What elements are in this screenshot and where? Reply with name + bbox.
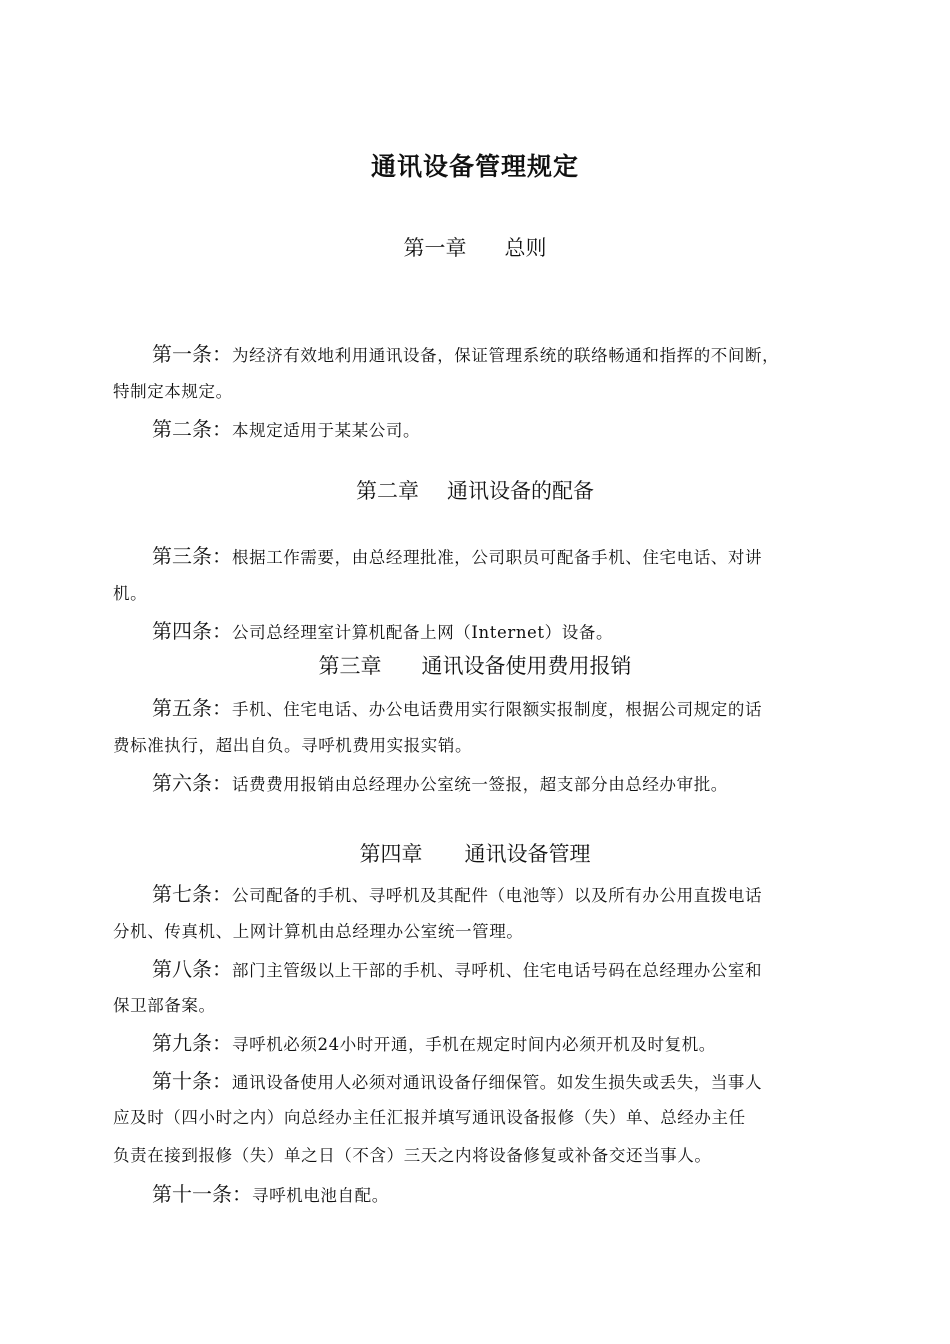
article-text: 公司配备的手机、寻呼机及其配件（电池等）以及所有办公用直拨电话: [232, 886, 763, 905]
chapter-number: 第二章: [356, 479, 419, 503]
article-text: 应及时（四小时之内）向总经办主任汇报并填写通讯设备报修（失）单、总经办主任: [113, 1108, 746, 1127]
chapter-name: 通讯设备使用费用报销: [421, 654, 632, 678]
article-text: 部门主管级以上干部的手机、寻呼机、住宅电话号码在总经理办公室和: [232, 961, 763, 980]
article-line: [152, 338, 779, 367]
article-label: 第十一条：: [152, 1182, 252, 1206]
article-line: [152, 878, 762, 907]
document-title: 通讯设备管理规定: [370, 152, 579, 181]
article-text: 机。: [113, 584, 148, 603]
article-label: 第三条：: [152, 544, 232, 568]
article-label: 第六条：: [152, 771, 232, 795]
article-line: [113, 378, 233, 402]
chapter-heading: [0, 232, 950, 262]
article-line: [152, 953, 762, 982]
article-line: [152, 692, 762, 721]
article-line: [113, 992, 216, 1016]
article-line: [152, 615, 613, 644]
article-text: 根据工作需要，由总经理批准，公司职员可配备手机、住宅电话、对讲: [232, 548, 763, 567]
article-text: 保卫部备案。: [113, 996, 216, 1015]
article-text: 费标准执行，超出自负。寻呼机费用实报实销。: [113, 736, 473, 755]
article-line: [113, 918, 523, 942]
article-text: 为经济有效地利用通讯设备，保证管理系统的联络畅通和指挥的不间断，: [232, 346, 780, 365]
article-label: 第一条：: [152, 342, 232, 366]
article-label: 第十条：: [152, 1069, 232, 1093]
article-line: [152, 1065, 762, 1094]
article-label: 第四条：: [152, 619, 232, 643]
chapter-number: 第一章: [403, 236, 467, 260]
article-text: 特制定本规定。: [113, 382, 233, 401]
article-text: 本规定适用于某某公司。: [232, 421, 421, 440]
article-label: 第八条：: [152, 957, 232, 981]
chapter-name: 总则: [504, 236, 547, 260]
chapter-heading: [0, 650, 950, 680]
article-text: 公司总经理室计算机配备上网（Internet）设备。: [232, 623, 614, 642]
article-text: 寻呼机电池自配。: [252, 1186, 389, 1205]
chapter-name: 通讯设备的配备: [447, 479, 594, 503]
article-text: 通讯设备使用人必须对通讯设备仔细保管。如发生损失或丢失，当事人: [232, 1073, 763, 1092]
article-text: 负责在接到报修（失）单之日（不含）三天之内将设备修复或补备交还当事人。: [113, 1146, 712, 1165]
article-line: [113, 580, 147, 604]
article-line: [152, 1027, 716, 1056]
article-line: [152, 1178, 389, 1207]
article-line: [152, 413, 420, 442]
article-text: 分机、传真机、上网计算机由总经理办公室统一管理。: [113, 922, 524, 941]
article-line: [113, 1104, 746, 1128]
article-text: 手机、住宅电话、办公电话费用实行限额实报制度，根据公司规定的话: [232, 700, 763, 719]
article-label: 第九条：: [152, 1031, 232, 1055]
chapter-number: 第三章: [318, 654, 382, 678]
article-line: [113, 1142, 712, 1166]
chapter-heading: [0, 838, 950, 868]
article-label: 第五条：: [152, 696, 232, 720]
article-line: [113, 732, 472, 756]
article-text: 寻呼机必须24小时开通，手机在规定时间内必须开机及时复机。: [232, 1035, 716, 1054]
chapter-number: 第四章: [359, 842, 423, 866]
chapter-heading: [0, 475, 950, 505]
article-line: [152, 540, 762, 569]
chapter-name: 通讯设备管理: [464, 842, 591, 866]
article-text: 话费费用报销由总经理办公室统一签报，超支部分由总经办审批。: [232, 775, 728, 794]
article-line: [152, 767, 728, 796]
article-label: 第二条：: [152, 417, 232, 441]
article-label: 第七条：: [152, 882, 232, 906]
